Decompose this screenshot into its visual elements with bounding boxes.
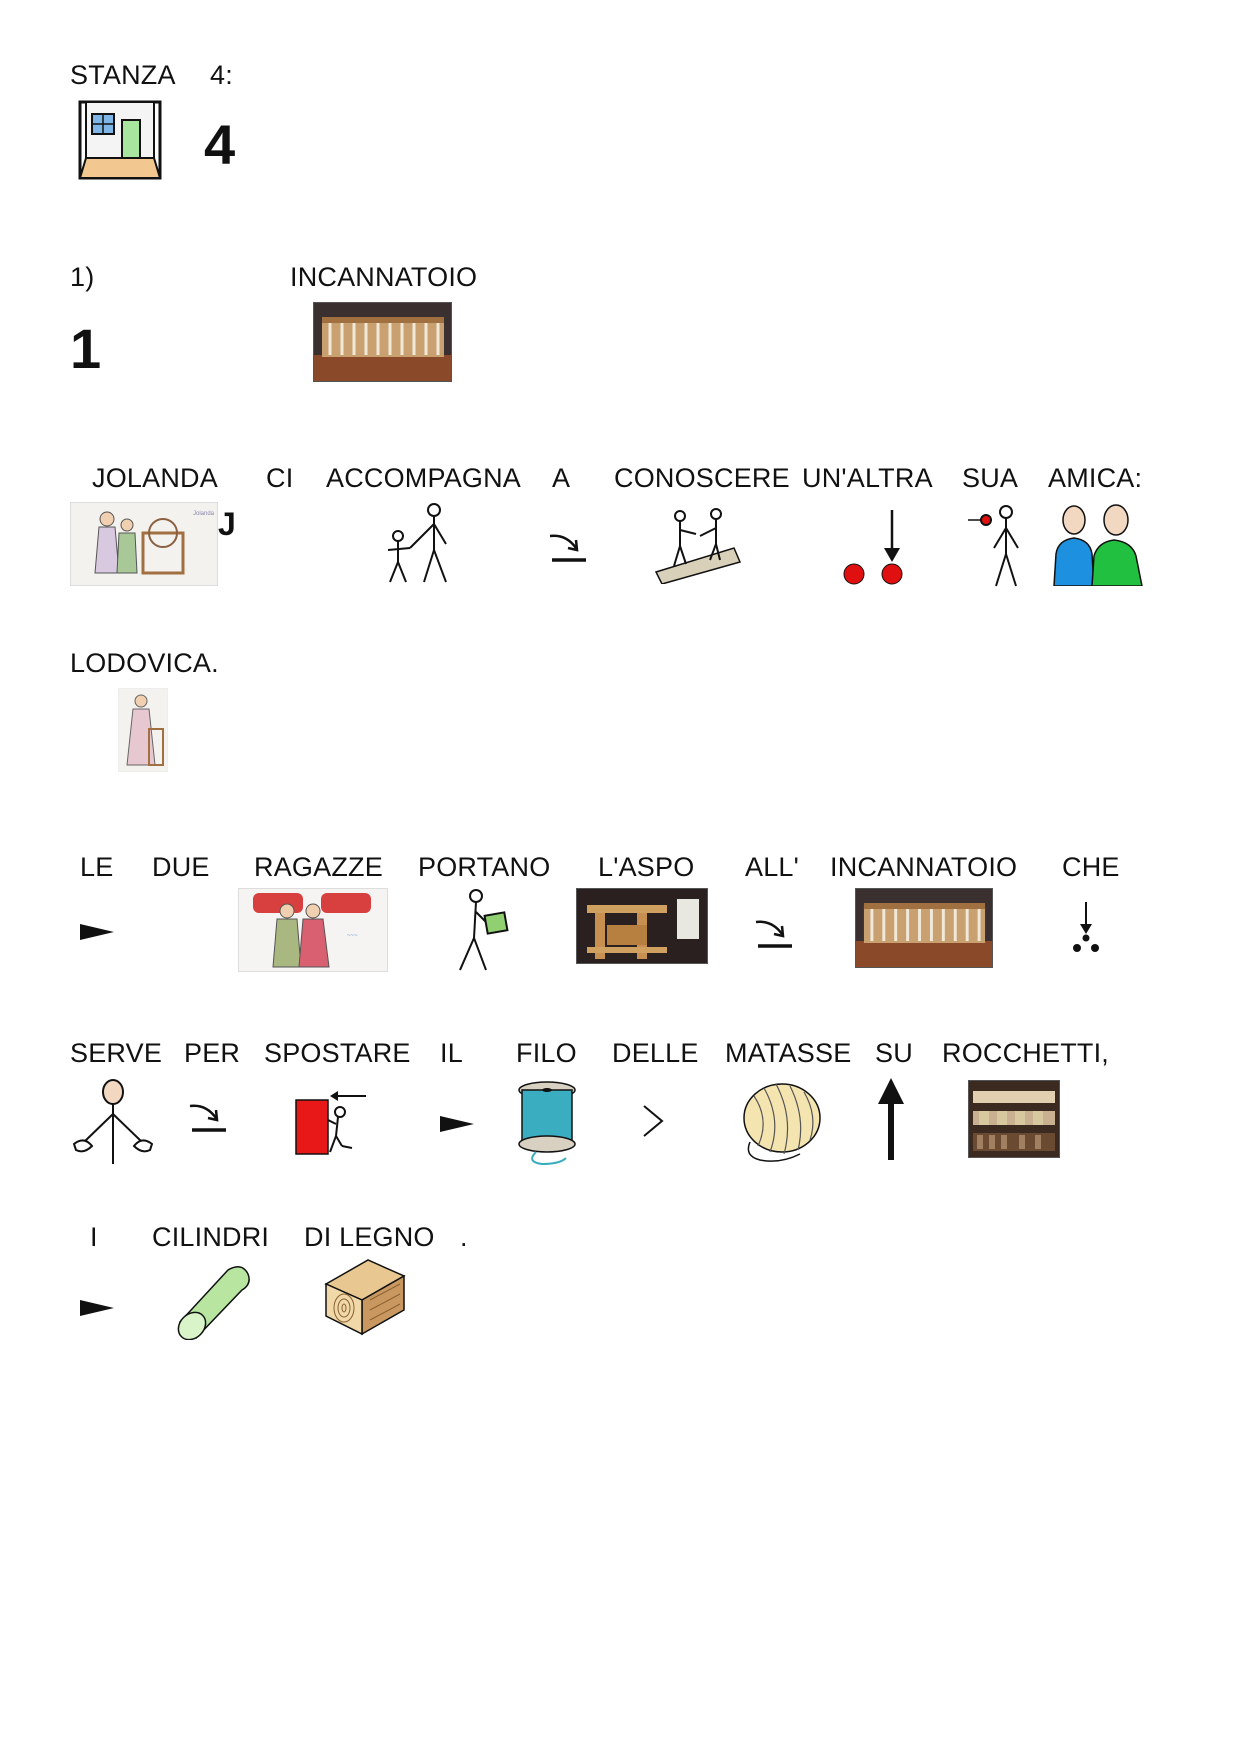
of-the-icon: [640, 1102, 666, 1140]
to-arrow-icon-2: [752, 916, 794, 952]
to-arrow-icon: [546, 530, 588, 566]
on-arrow-icon: [876, 1076, 906, 1162]
word-lodovica: LODOVICA.: [70, 648, 219, 678]
word-i: I: [90, 1222, 98, 1252]
stanza-number-text: 4:: [210, 60, 233, 90]
article-triangle-icon-3: [80, 1296, 116, 1320]
word-spostare: SPOSTARE: [264, 1038, 411, 1068]
che-icon: [1070, 900, 1102, 954]
word-ci: CI: [266, 463, 294, 493]
jolanda-initial: J: [218, 506, 236, 542]
word-matasse: MATASSE: [725, 1038, 852, 1068]
item-index-label: 1): [70, 262, 95, 292]
incannatoio-photo: [313, 302, 452, 382]
word-laspo: L'ASPO: [598, 852, 695, 882]
stanza-digit: 4: [204, 113, 236, 176]
incannatoio-photo-2: [855, 888, 993, 968]
word-filo: FILO: [516, 1038, 577, 1068]
word-a: A: [552, 463, 571, 493]
aspo-photo: [576, 888, 708, 964]
lodovica-drawing: [118, 688, 168, 772]
spool-icon: [516, 1080, 578, 1166]
word-unaltra: UN'ALTRA: [802, 463, 933, 493]
jolanda-drawing: [70, 502, 218, 586]
stanza-label: STANZA: [70, 60, 176, 90]
word-conoscere: CONOSCERE: [614, 463, 790, 493]
carry-icon: [452, 888, 510, 972]
word-sua: SUA: [962, 463, 1019, 493]
article-triangle-icon: [80, 920, 116, 944]
word-portano: PORTANO: [418, 852, 551, 882]
svg-text:~~~: ~~~: [347, 933, 358, 939]
for-arrow-icon: [186, 1100, 228, 1136]
word-jolanda: JOLANDA: [92, 463, 218, 493]
friends-icon: [1052, 502, 1146, 586]
word-all: ALL': [745, 852, 799, 882]
word-su: SU: [875, 1038, 913, 1068]
item-title: INCANNATOIO: [290, 262, 478, 292]
word-period: .: [460, 1222, 468, 1252]
word-accompagna: ACCOMPAGNA: [326, 463, 522, 493]
accompany-icon: [380, 500, 452, 586]
word-ragazze: RAGAZZE: [254, 852, 383, 882]
word-di-legno: DI LEGNO: [304, 1222, 435, 1252]
serve-person-icon: [70, 1078, 156, 1164]
word-delle: DELLE: [612, 1038, 699, 1068]
her-icon: [966, 504, 1022, 588]
word-serve: SERVE: [70, 1038, 163, 1068]
rocchetti-photo: [968, 1080, 1060, 1158]
word-che: CHE: [1062, 852, 1120, 882]
word-incannatoio-2: INCANNATOIO: [830, 852, 1018, 882]
article-triangle-icon-2: [440, 1112, 476, 1136]
wood-icon: [322, 1256, 408, 1338]
word-amica: AMICA:: [1048, 463, 1143, 493]
word-due: DUE: [152, 852, 210, 882]
meet-icon: [654, 508, 742, 584]
another-icon: [840, 508, 904, 588]
skein-icon: [740, 1080, 824, 1164]
word-cilindri: CILINDRI: [152, 1222, 270, 1252]
ragazze-drawing: [238, 888, 388, 972]
word-le: LE: [80, 852, 114, 882]
word-il: IL: [440, 1038, 463, 1068]
cylinder-icon: [172, 1260, 252, 1340]
move-icon: [294, 1090, 368, 1156]
svg-text:Jolanda: Jolanda: [193, 511, 215, 517]
word-rocchetti: ROCCHETTI,: [942, 1038, 1109, 1068]
item-index-digit: 1: [70, 317, 102, 380]
word-per: PER: [184, 1038, 241, 1068]
room-icon: [78, 98, 162, 182]
